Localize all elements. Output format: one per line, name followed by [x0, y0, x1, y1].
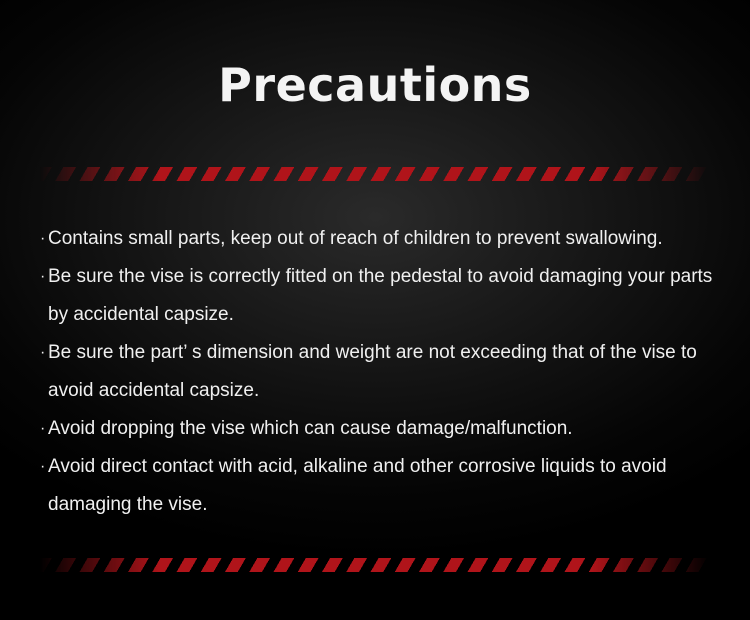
bullet-icon: ·: [40, 344, 46, 361]
hazard-stripe-top: [40, 167, 710, 181]
bullet-icon: ·: [40, 268, 46, 285]
list-item-text: Avoid direct contact with acid, alkaline and other corrosive liquids to avoid damaging the vise.: [48, 456, 667, 515]
bullet-icon: ·: [40, 458, 46, 475]
list-item: [40, 334, 720, 410]
list-item: [40, 410, 720, 448]
bullet-icon: ·: [40, 420, 46, 437]
hazard-stripe-bottom: [40, 558, 710, 572]
list-item: [40, 448, 720, 524]
list-item-text: Contains small parts, keep out of reach of children to prevent swallowing.: [48, 228, 663, 249]
list-item: [40, 258, 720, 334]
bullet-icon: ·: [40, 230, 46, 247]
list-item: [40, 220, 720, 258]
page-title: Precautions: [218, 58, 532, 112]
list-item-text: Be sure the part’ s dimension and weight are not exceeding that of the vise to avoid accidental capsize.: [48, 342, 697, 401]
precautions-list: [40, 220, 720, 524]
list-item-text: Be sure the vise is correctly fitted on the pedestal to avoid damaging your parts by accidental capsize.: [48, 266, 713, 325]
list-item-text: Avoid dropping the vise which can cause damage/malfunction.: [48, 418, 573, 439]
